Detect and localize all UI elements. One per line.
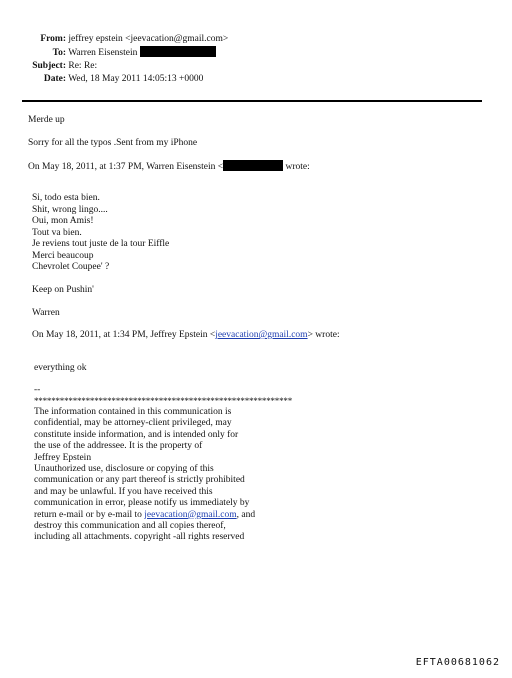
quote-header-2	[32, 330, 340, 342]
from-row	[20, 33, 228, 46]
quoted-line: Je reviens tout juste de la tour Eiffle	[32, 239, 170, 249]
header-divider	[22, 100, 482, 102]
redaction-box	[223, 160, 283, 171]
disclaimer-line: including all attachments. copyright -all rights reserved	[34, 532, 245, 543]
body-line-1: Merde up	[28, 115, 65, 125]
disclaimer-line: Jeffrey Epstein	[34, 452, 92, 463]
date-row	[20, 73, 228, 86]
quoted-line: Si, todo esta bien.	[32, 193, 100, 203]
to-value: Warren Eisenstein	[68, 48, 138, 58]
quote-header-1	[28, 160, 310, 174]
redaction-box	[140, 46, 216, 57]
disclaimer-line: communication in error, please notify us immediately by	[34, 498, 250, 509]
disclaimer	[34, 407, 255, 544]
from-value: jeffrey epstein <jeevacation@gmail.com>	[68, 34, 229, 44]
disclaimer-line: Unauthorized use, disclosure or copying of this	[34, 464, 214, 475]
disclaimer-line-return	[34, 510, 255, 521]
signoff-line: Warren	[32, 308, 60, 318]
subject-label: Subject:	[32, 61, 66, 71]
disclaimer-line: communication or any part thereof is strictly prohibited	[34, 475, 245, 486]
quote2-prefix: On May 18, 2011, at 1:34 PM, Jeffrey Epstein <	[32, 330, 216, 340]
disclaimer-line: the use of the addressee. It is the property of	[34, 441, 203, 452]
quoted-line: Merci beaucoup	[32, 250, 94, 261]
email-header	[20, 33, 228, 86]
disclaimer-line: destroy this communication and all copies thereof,	[34, 521, 226, 532]
date-value: Wed, 18 May 2011 14:05:13 +0000	[68, 74, 204, 84]
quoted-line: Tout va bien.	[32, 227, 82, 238]
email-link[interactable]: jeevacation@gmail.com	[215, 330, 308, 340]
quoted-line: Chevrolet Coupee' ?	[32, 262, 110, 272]
date-label: Date:	[43, 74, 66, 84]
email-link[interactable]: jeevacation@gmail.com	[144, 509, 237, 520]
to-row	[20, 46, 228, 60]
return-suffix: , and	[236, 509, 256, 520]
stars-line: ************************************************************	[34, 396, 293, 406]
disclaimer-line: confidential, may be attorney-client privileged, may	[34, 418, 232, 429]
subject-value: Re: Re:	[68, 61, 98, 71]
quoted-line: Shit, wrong lingo....	[32, 204, 108, 215]
quote1-prefix: On May 18, 2011, at 1:37 PM, Warren Eisenstein <	[28, 162, 224, 172]
disclaimer-line: constitute inside information, and is intended only for	[34, 429, 239, 440]
quote1-suffix: wrote:	[285, 162, 310, 172]
everything-line: everything ok	[34, 363, 87, 373]
dashes-line: --	[34, 385, 41, 395]
quoted-line: Oui, mon Amis!	[32, 216, 94, 226]
keep-line: Keep on Pushin'	[32, 285, 94, 295]
disclaimer-line: and may be unlawful. If you have received this	[34, 486, 213, 497]
subject-row	[20, 60, 228, 73]
from-label: From:	[40, 34, 66, 44]
disclaimer-line: The information contained in this communication is	[34, 407, 232, 417]
return-prefix: return e-mail or by e-mail to	[34, 509, 145, 520]
document-id: EFTA00681062	[415, 657, 500, 668]
to-label: To:	[52, 48, 66, 58]
quote2-suffix: > wrote:	[307, 330, 340, 340]
body-line-2: Sorry for all the typos .Sent from my iPhone	[28, 138, 198, 148]
quoted-block	[32, 193, 169, 274]
